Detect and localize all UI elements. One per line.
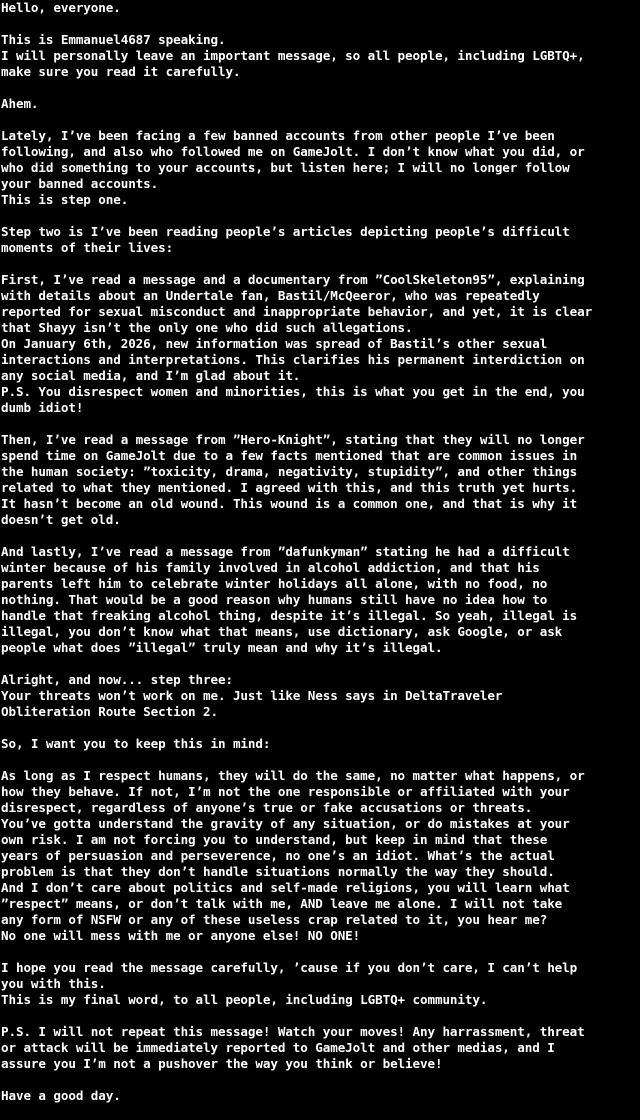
message-line <box>1 80 640 96</box>
message-line: disrespect, regardless of anyone’s true or fake accusations or threats. <box>1 800 533 815</box>
message-line: On January 6th, 2026, new information was spread of Bastil’s other sexual <box>1 336 548 351</box>
message-line: Have a good day. <box>1 1088 121 1103</box>
message-line: Lately, I’ve been facing a few banned accounts from other people I’ve been <box>1 128 555 143</box>
message-line: assure you I’m not a pushover the way you think or believe! <box>1 1056 443 1071</box>
message-line: who did something to your accounts, but listen here; I will no longer follow <box>1 160 570 175</box>
message-line: dumb idiot! <box>1 400 84 415</box>
message-line: winter because of his family involved in alcohol addiction, and that his <box>1 560 540 575</box>
message-line <box>1 944 640 960</box>
message-line: It hasn’t become an old wound. This wound is a common one, and that is why it <box>1 496 578 511</box>
message-line: You’ve gotta understand the gravity of any situation, or do mistakes at your <box>1 816 570 831</box>
message-line: As long as I respect humans, they will do the same, no matter what happens, or <box>1 768 585 783</box>
message-line: P.S. You disrespect women and minorities, this is what you get in the end, you <box>1 384 585 399</box>
message-line: illegal, you don’t know what that means, use dictionary, ask Google, or ask <box>1 624 563 639</box>
message-line <box>1 16 640 32</box>
message-line <box>1 1072 640 1088</box>
message-line: And I don’t care about politics and self-made religions, you will learn what <box>1 880 570 895</box>
message-line: your banned accounts. <box>1 176 159 191</box>
message-line <box>1 256 640 272</box>
message-line: This is step one. <box>1 192 129 207</box>
message-line: own risk. I am not forcing you to understand, but keep in mind that these <box>1 832 548 847</box>
message-line: you with this. <box>1 976 106 991</box>
message-line: related to what they mentioned. I agreed with this, and this truth yet hurts. <box>1 480 578 495</box>
message-line: Obliteration Route Section 2. <box>1 704 218 719</box>
message-line: or attack will be immediately reported to GameJolt and other medias, and I <box>1 1040 555 1055</box>
message-line: that Shayy isn’t the only one who did such allegations. <box>1 320 413 335</box>
message-line: Alright, and now... step three: <box>1 672 233 687</box>
message-line: This is my final word, to all people, including LGBTQ+ community. <box>1 992 488 1007</box>
message-line <box>1 208 640 224</box>
message-line: problem is that they don’t handle situations normally the way they should. <box>1 864 555 879</box>
message-line: handle that freaking alcohol thing, despite it’s illegal. So yeah, illegal is <box>1 608 578 623</box>
message-line <box>1 656 640 672</box>
message-line: any social media, and I’m glad about it. <box>1 368 301 383</box>
message-line: This is Emmanuel4687 speaking. <box>1 32 226 47</box>
message-line: people what does ”illegal” truly mean and why it’s illegal. <box>1 640 443 655</box>
message-line: moments of their lives: <box>1 240 174 255</box>
message-line: Then, I’ve read a message from ”Hero-Knight”, stating that they will no longer <box>1 432 585 447</box>
message-line: spend time on GameJolt due to a few facts mentioned that are common issues in <box>1 448 578 463</box>
message-line: doesn’t get old. <box>1 512 121 527</box>
message-line <box>1 416 640 432</box>
message-line: nothing. That would be a good reason why humans still have no idea how to <box>1 592 548 607</box>
message-line <box>1 112 640 128</box>
message-line: Your threats won’t work on me. Just like Ness says in DeltaTraveler <box>1 688 503 703</box>
message-line: No one will mess with me or anyone else! NO ONE! <box>1 928 361 943</box>
message-line: Ahem. <box>1 96 39 111</box>
message-line: how they behave. If not, I’m not the one responsible or affiliated with your <box>1 784 570 799</box>
message-line: with details about an Undertale fan, Bastil/McQeeror, who was repeatedly <box>1 288 540 303</box>
message-line: parents left him to celebrate winter holidays all alone, with no food, no <box>1 576 548 591</box>
message-line: So, I want you to keep this in mind: <box>1 736 271 751</box>
message-line <box>1 752 640 768</box>
message-line: any form of NSFW or any of these useless crap related to it, you hear me? <box>1 912 548 927</box>
message-line: First, I’ve read a message and a documentary from ”CoolSkeleton95”, explaining <box>1 272 585 287</box>
message-line: years of persuasion and perseverence, no one’s an idiot. What’s the actual <box>1 848 555 863</box>
message-line: the human society: ”toxicity, drama, negativity, stupidity”, and other things <box>1 464 578 479</box>
message-line: Step two is I’ve been reading people’s articles depicting people’s difficult <box>1 224 570 239</box>
message-line: ”respect” means, or don’t talk with me, AND leave me alone. I will not take <box>1 896 563 911</box>
message-line: I hope you read the message carefully, ’cause if you don’t care, I can’t help <box>1 960 578 975</box>
message-line <box>1 528 640 544</box>
message-line <box>1 1008 640 1024</box>
message-line <box>1 720 640 736</box>
message-line: reported for sexual misconduct and inappropriate behavior, and yet, it is clear <box>1 304 593 319</box>
message-line: And lastly, I’ve read a message from ”dafunkyman” stating he had a difficult <box>1 544 570 559</box>
message-line: make sure you read it carefully. <box>1 64 241 79</box>
message-line: interactions and interpretations. This clarifies his permanent interdiction on <box>1 352 585 367</box>
message-line: Hello, everyone. <box>1 0 121 15</box>
message-line: following, and also who followed me on GameJolt. I don’t know what you did, or <box>1 144 585 159</box>
message-line: I will personally leave an important message, so all people, including LGBTQ+, <box>1 48 585 63</box>
message-line: P.S. I will not repeat this message! Watch your moves! Any harrassment, threat <box>1 1024 585 1039</box>
